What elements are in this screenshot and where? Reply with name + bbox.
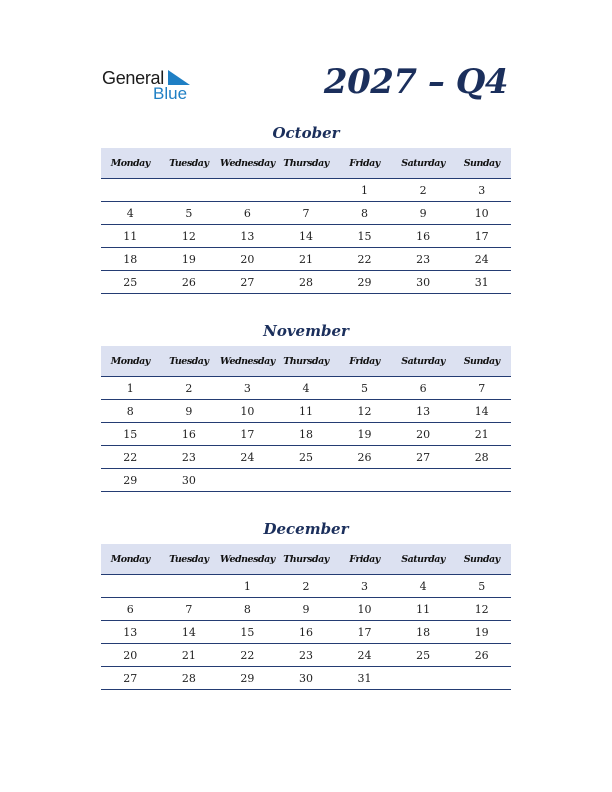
weekday-header: Saturday — [394, 148, 453, 179]
day-cell: 8 — [335, 202, 394, 225]
day-cell: 14 — [160, 621, 219, 644]
day-cell: 27 — [394, 446, 453, 469]
week-row — [101, 202, 511, 225]
day-cell: 10 — [335, 598, 394, 621]
weekday-header-row — [101, 544, 511, 575]
day-cell — [394, 469, 453, 492]
brand-logo — [102, 68, 202, 104]
day-cell: 11 — [101, 225, 160, 248]
weekday-header: Thursday — [277, 544, 336, 575]
day-cell: 21 — [452, 423, 511, 446]
day-cell — [160, 179, 219, 202]
day-cell: 30 — [394, 271, 453, 294]
day-cell: 12 — [335, 400, 394, 423]
month-name: December — [263, 520, 349, 538]
day-cell: 19 — [452, 621, 511, 644]
day-cell: 10 — [452, 202, 511, 225]
day-cell — [160, 575, 219, 598]
weekday-header: Wednesday — [218, 148, 277, 179]
week-row — [101, 667, 511, 690]
weekday-header: Tuesday — [160, 148, 219, 179]
weekday-header: Saturday — [394, 346, 453, 377]
day-cell: 19 — [160, 248, 219, 271]
day-cell: 18 — [394, 621, 453, 644]
day-cell — [452, 667, 511, 690]
week-row — [101, 377, 511, 400]
weekday-header: Monday — [101, 544, 160, 575]
week-row — [101, 423, 511, 446]
day-cell: 10 — [218, 400, 277, 423]
week-row — [101, 621, 511, 644]
day-cell: 12 — [452, 598, 511, 621]
day-cell: 22 — [335, 248, 394, 271]
day-cell: 23 — [160, 446, 219, 469]
calendar-table — [101, 346, 511, 492]
day-cell: 7 — [277, 202, 336, 225]
day-cell: 15 — [101, 423, 160, 446]
day-cell: 6 — [101, 598, 160, 621]
day-cell: 20 — [394, 423, 453, 446]
day-cell: 28 — [452, 446, 511, 469]
day-cell: 5 — [335, 377, 394, 400]
day-cell: 11 — [394, 598, 453, 621]
day-cell: 29 — [335, 271, 394, 294]
day-cell: 31 — [335, 667, 394, 690]
weekday-header: Friday — [335, 544, 394, 575]
day-cell — [452, 469, 511, 492]
day-cell: 23 — [277, 644, 336, 667]
month-name: October — [272, 124, 340, 142]
day-cell — [277, 469, 336, 492]
day-cell: 24 — [335, 644, 394, 667]
day-cell: 4 — [277, 377, 336, 400]
day-cell: 17 — [335, 621, 394, 644]
day-cell: 6 — [218, 202, 277, 225]
day-cell: 4 — [394, 575, 453, 598]
day-cell: 21 — [160, 644, 219, 667]
day-cell: 14 — [452, 400, 511, 423]
day-cell: 30 — [160, 469, 219, 492]
week-row — [101, 271, 511, 294]
day-cell: 15 — [218, 621, 277, 644]
weekday-header: Wednesday — [218, 346, 277, 377]
week-row — [101, 644, 511, 667]
day-cell: 15 — [335, 225, 394, 248]
day-cell: 21 — [277, 248, 336, 271]
weekday-header: Tuesday — [160, 544, 219, 575]
week-row — [101, 179, 511, 202]
week-row — [101, 225, 511, 248]
day-cell: 26 — [335, 446, 394, 469]
weekday-header: Friday — [335, 346, 394, 377]
day-cell: 17 — [218, 423, 277, 446]
day-cell: 7 — [452, 377, 511, 400]
day-cell: 12 — [160, 225, 219, 248]
weekday-header: Wednesday — [218, 544, 277, 575]
day-cell: 8 — [218, 598, 277, 621]
day-cell: 22 — [218, 644, 277, 667]
day-cell: 31 — [452, 271, 511, 294]
month-name: November — [263, 322, 349, 340]
day-cell: 13 — [394, 400, 453, 423]
day-cell: 7 — [160, 598, 219, 621]
month-november — [101, 322, 511, 492]
day-cell: 16 — [394, 225, 453, 248]
day-cell: 25 — [277, 446, 336, 469]
day-cell: 1 — [335, 179, 394, 202]
day-cell: 1 — [218, 575, 277, 598]
day-cell — [277, 179, 336, 202]
weekday-header: Thursday — [277, 346, 336, 377]
weekday-header: Friday — [335, 148, 394, 179]
day-cell: 26 — [452, 644, 511, 667]
weekday-header: Monday — [101, 148, 160, 179]
day-cell: 9 — [160, 400, 219, 423]
weekday-header: Thursday — [277, 148, 336, 179]
day-cell: 30 — [277, 667, 336, 690]
brand-name-general: General — [102, 68, 164, 88]
day-cell: 29 — [101, 469, 160, 492]
day-cell: 3 — [452, 179, 511, 202]
weekday-header: Tuesday — [160, 346, 219, 377]
day-cell — [101, 179, 160, 202]
day-cell: 13 — [101, 621, 160, 644]
day-cell: 16 — [160, 423, 219, 446]
day-cell: 23 — [394, 248, 453, 271]
brand-triangle-icon — [168, 70, 190, 85]
day-cell: 3 — [218, 377, 277, 400]
weekday-header: Sunday — [452, 148, 511, 179]
day-cell: 27 — [218, 271, 277, 294]
day-cell: 28 — [277, 271, 336, 294]
day-cell: 1 — [101, 377, 160, 400]
day-cell — [394, 667, 453, 690]
day-cell: 18 — [277, 423, 336, 446]
day-cell: 20 — [218, 248, 277, 271]
brand-name-blue: Blue — [153, 84, 188, 103]
week-row — [101, 400, 511, 423]
week-row — [101, 248, 511, 271]
month-october — [101, 124, 511, 294]
month-december — [101, 520, 511, 690]
day-cell: 20 — [101, 644, 160, 667]
week-row — [101, 575, 511, 598]
day-cell: 29 — [218, 667, 277, 690]
day-cell: 11 — [277, 400, 336, 423]
day-cell: 9 — [277, 598, 336, 621]
day-cell: 2 — [394, 179, 453, 202]
day-cell: 24 — [218, 446, 277, 469]
weekday-header: Sunday — [452, 544, 511, 575]
day-cell: 27 — [101, 667, 160, 690]
page-title: 2027 – Q4 — [323, 62, 508, 102]
day-cell: 17 — [452, 225, 511, 248]
day-cell — [335, 469, 394, 492]
day-cell: 3 — [335, 575, 394, 598]
day-cell: 6 — [394, 377, 453, 400]
weekday-header-row — [101, 346, 511, 377]
calendar-table — [101, 544, 511, 690]
day-cell: 13 — [218, 225, 277, 248]
weekday-header-row — [101, 148, 511, 179]
week-row — [101, 598, 511, 621]
week-row — [101, 469, 511, 492]
day-cell: 5 — [452, 575, 511, 598]
calendar-table — [101, 148, 511, 294]
day-cell — [101, 575, 160, 598]
day-cell: 22 — [101, 446, 160, 469]
day-cell — [218, 179, 277, 202]
day-cell: 19 — [335, 423, 394, 446]
day-cell: 28 — [160, 667, 219, 690]
week-row — [101, 446, 511, 469]
day-cell: 8 — [101, 400, 160, 423]
day-cell: 18 — [101, 248, 160, 271]
day-cell: 2 — [277, 575, 336, 598]
day-cell: 5 — [160, 202, 219, 225]
day-cell: 24 — [452, 248, 511, 271]
day-cell: 14 — [277, 225, 336, 248]
day-cell: 2 — [160, 377, 219, 400]
weekday-header: Monday — [101, 346, 160, 377]
day-cell: 4 — [101, 202, 160, 225]
day-cell: 25 — [394, 644, 453, 667]
day-cell: 26 — [160, 271, 219, 294]
weekday-header: Sunday — [452, 346, 511, 377]
day-cell: 9 — [394, 202, 453, 225]
weekday-header: Saturday — [394, 544, 453, 575]
day-cell: 25 — [101, 271, 160, 294]
day-cell: 16 — [277, 621, 336, 644]
day-cell — [218, 469, 277, 492]
